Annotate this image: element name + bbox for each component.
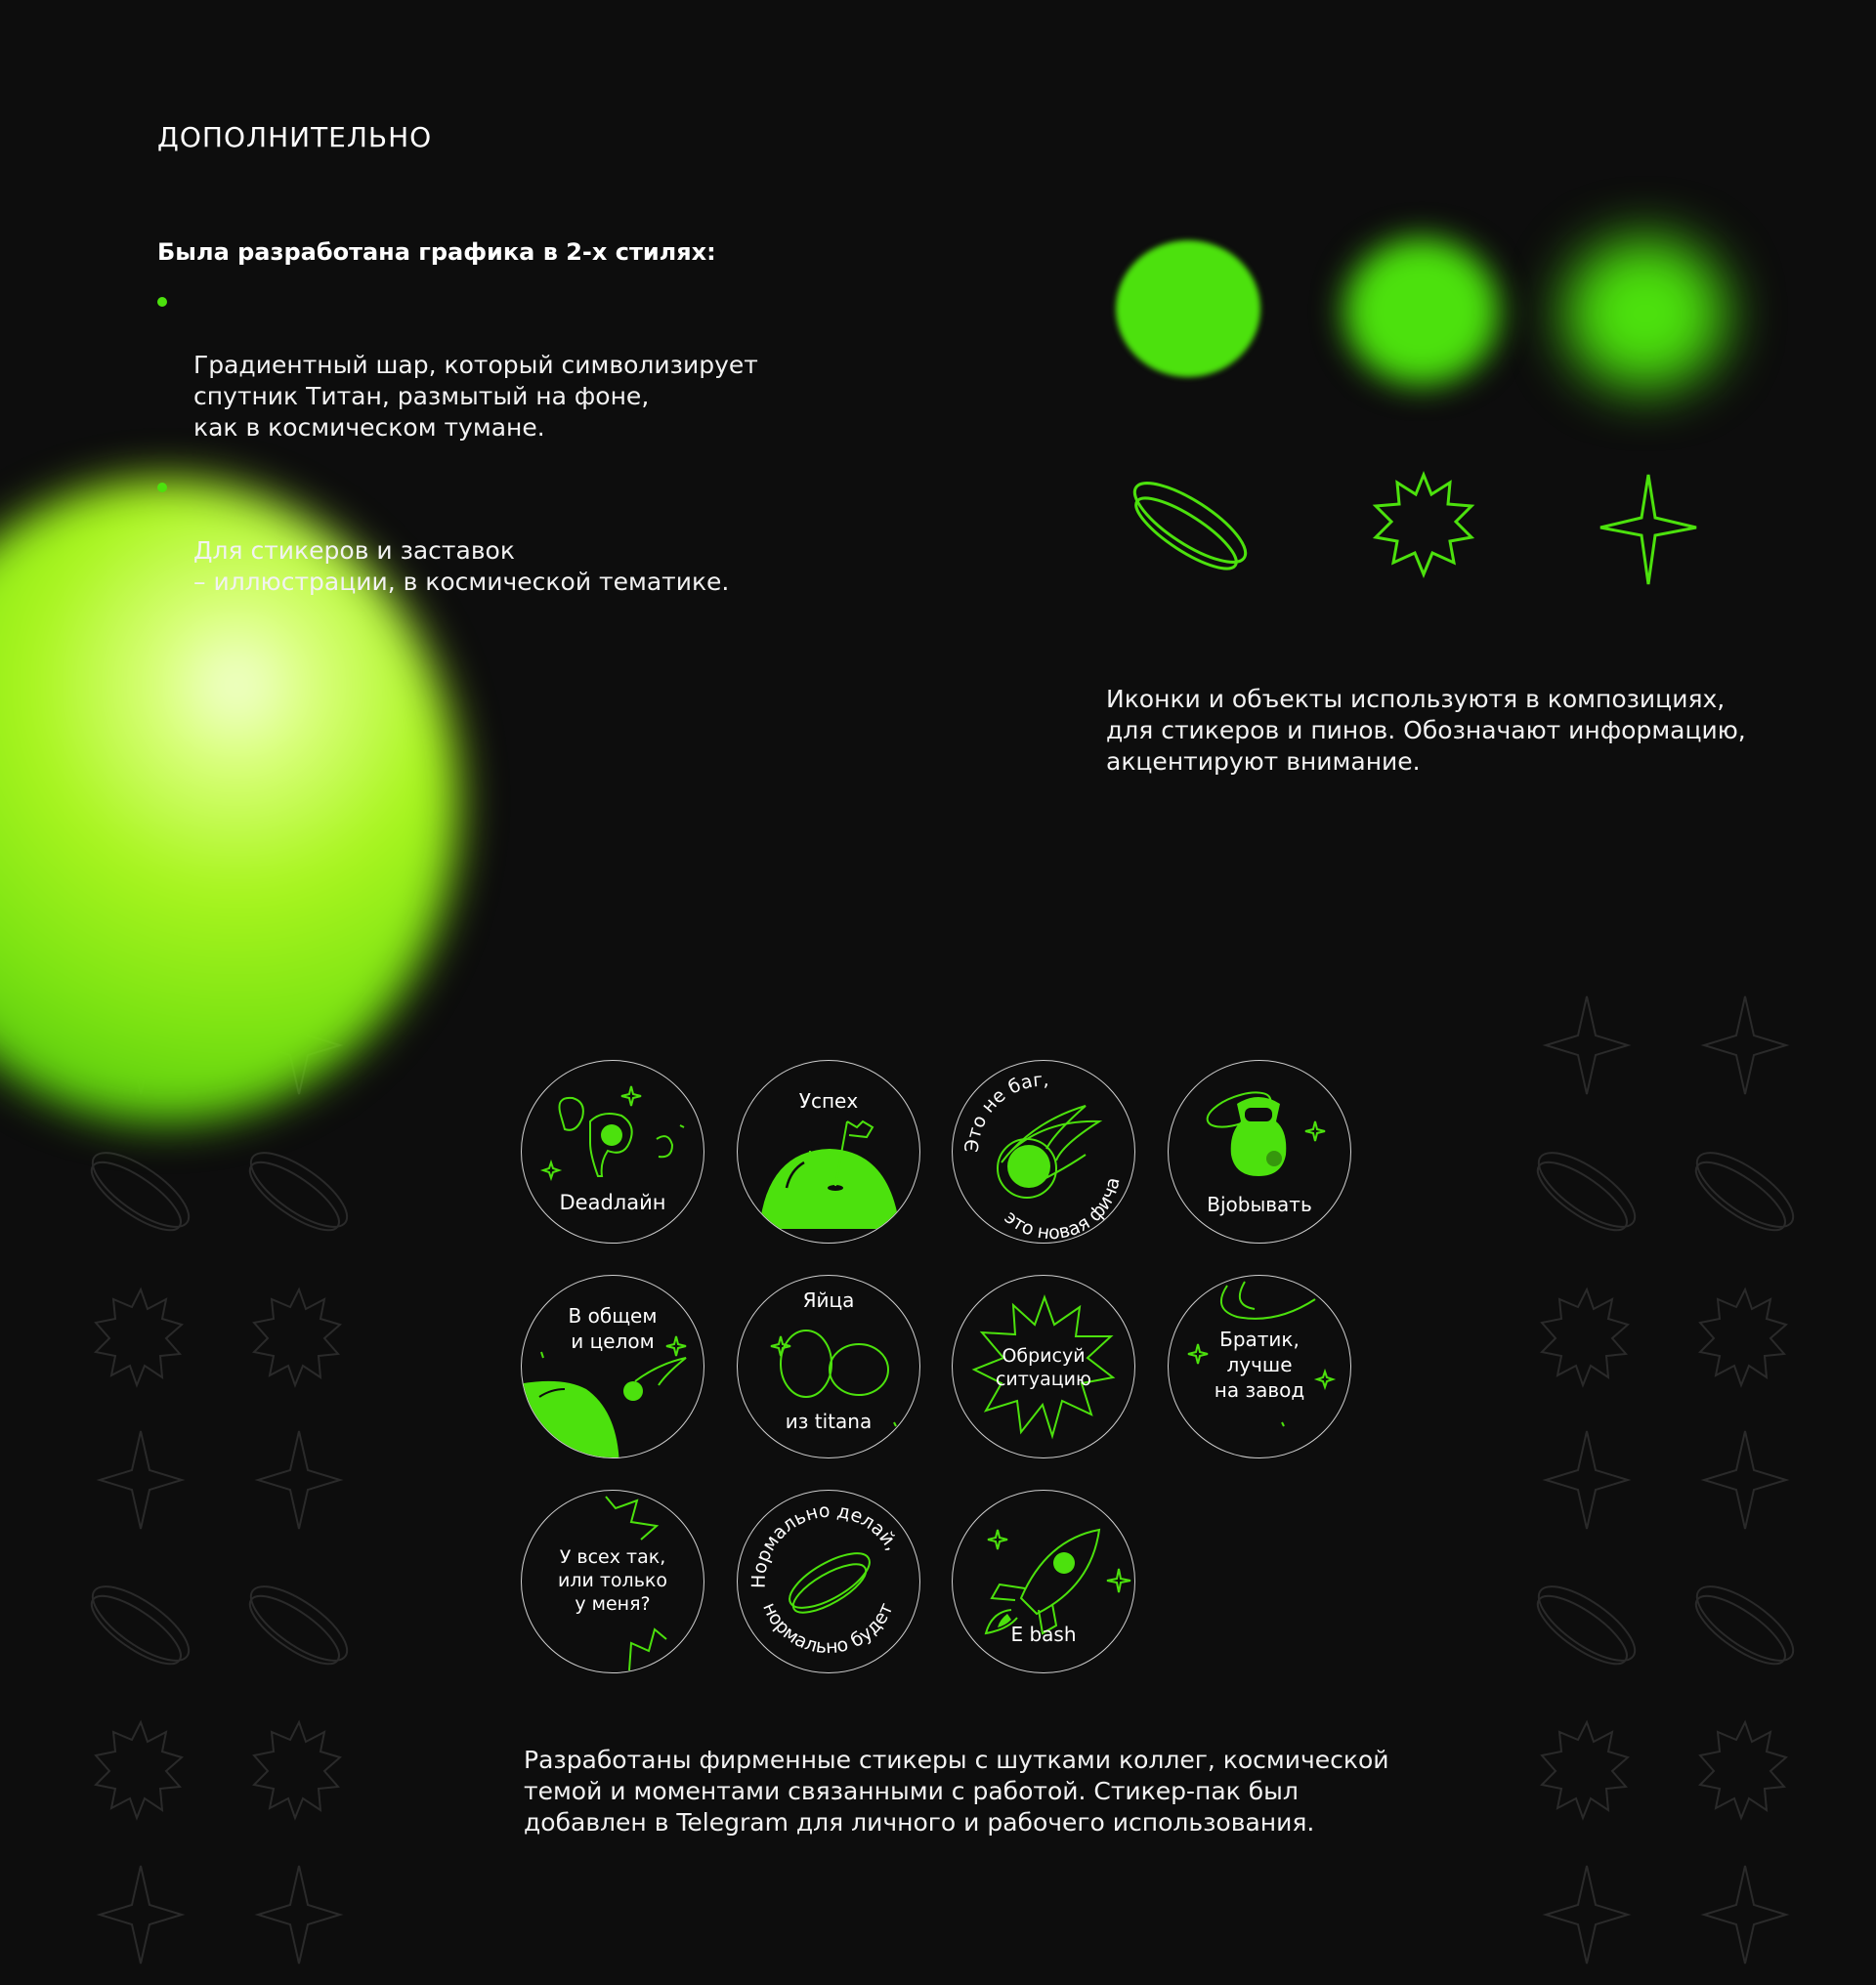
bullet-dot-icon <box>157 297 167 307</box>
ring-icon <box>1124 469 1260 586</box>
sticker-yaica <box>737 1275 920 1458</box>
four-point-star-icon <box>1595 471 1702 588</box>
pattern-burst-icon <box>1542 1289 1628 1385</box>
pattern-burst-icon <box>1700 1289 1786 1385</box>
sticker-label: Успех <box>798 1089 859 1113</box>
pattern-ring-icon <box>1684 1574 1804 1678</box>
sticker-deadline <box>521 1060 704 1244</box>
sticker-uvseh <box>521 1490 704 1673</box>
pattern-star-icon <box>1704 996 1786 1094</box>
pattern-star-icon <box>258 1866 340 1964</box>
sticker-arc-label: Нормально делай, <box>747 1499 904 1589</box>
pattern-star-icon <box>1546 1431 1628 1529</box>
pattern-star-icon <box>1546 996 1628 1094</box>
pattern-burst-icon <box>254 1722 340 1818</box>
green-ball-most-blurred <box>1565 238 1726 389</box>
intro-bullet-item <box>157 473 783 598</box>
pattern-burst-icon <box>96 1289 182 1385</box>
stickers-caption: Разработаны фирменные стикеры с шутками коллег, космической темой и моментами связанными с работой. Стикер-пак был добавлен в Telegram для личного и рабочего использования. <box>524 1746 1389 1837</box>
green-ball-blurred <box>1344 238 1499 385</box>
background-pattern-left <box>78 977 371 1985</box>
intro-bullet-item <box>157 287 783 443</box>
sticker-obrisuy <box>952 1275 1135 1458</box>
sticker-label: Обрисуй ситуацию <box>995 1345 1092 1390</box>
bullet-dot-icon <box>157 483 167 492</box>
pattern-star-icon <box>100 1866 182 1964</box>
pattern-burst-icon <box>96 1722 182 1818</box>
sticker-label: Яйца <box>802 1288 855 1312</box>
sticker-vobshem <box>521 1275 704 1458</box>
sticker-label: У всех так, или только у меня? <box>557 1546 667 1615</box>
sticker-bug-feature <box>952 1060 1135 1244</box>
pattern-ring-icon <box>79 1140 199 1245</box>
sticker-label: Вjobывать <box>1207 1193 1312 1216</box>
sticker-arc-label: Это не баг, <box>960 1069 1050 1154</box>
pattern-ring-icon <box>1525 1140 1645 1245</box>
pattern-burst-icon <box>1700 1722 1786 1818</box>
pattern-ring-icon <box>1684 1140 1804 1245</box>
background-pattern-right <box>1524 977 1817 1985</box>
sticker-arc-label: нормально будет <box>758 1599 898 1659</box>
intro-bullet-text: Для стикеров и заставок – иллюстрации, в космической тематике. <box>193 536 730 596</box>
sticker-label: В общем и целом <box>568 1304 658 1353</box>
pattern-ring-icon <box>237 1574 358 1678</box>
pattern-star-icon <box>1546 1866 1628 1964</box>
icons-caption: Иконки и объекты используютя в композициях, для стикеров и пинов. Обозначают информацию, акцентируют внимание. <box>1106 685 1746 776</box>
pattern-star-icon <box>1704 1431 1786 1529</box>
sticker-label: Deadлайн <box>559 1191 666 1214</box>
sticker-label: Братик, лучше на завод <box>1214 1328 1305 1402</box>
burst-icon <box>1370 471 1477 578</box>
pattern-burst-icon <box>254 1289 340 1385</box>
comet-illustration-icon <box>953 1061 1135 1244</box>
intro-heading: Была разработана графика в 2-х стилях: <box>157 238 716 266</box>
section-label: ДОПОЛНИТЕЛЬНО <box>157 121 433 153</box>
sticker-label: из titana <box>785 1410 873 1433</box>
ring-circle-text-icon <box>738 1491 920 1673</box>
pattern-ring-icon <box>1525 1574 1645 1678</box>
sticker-arc-label: это новая фича <box>1000 1175 1125 1245</box>
sticker-normalno <box>737 1490 920 1673</box>
sticker-label: E bash <box>1010 1623 1077 1646</box>
intro-bullet-text: Градиентный шар, который символизирует спутник Титан, размытый на фоне, как в космическом тумане. <box>193 351 758 442</box>
pattern-star-icon <box>258 1431 340 1529</box>
pattern-star-icon <box>100 1431 182 1529</box>
pattern-burst-icon <box>1542 1722 1628 1818</box>
intro-bullet-list <box>157 287 783 627</box>
green-ball-sharp <box>1116 240 1260 377</box>
sticker-uspeh <box>737 1060 920 1244</box>
pattern-star-icon <box>1704 1866 1786 1964</box>
pattern-ring-icon <box>237 1140 358 1245</box>
sticker-bratik <box>1168 1275 1351 1458</box>
pattern-ring-icon <box>79 1574 199 1678</box>
sticker-bjob <box>1168 1060 1351 1244</box>
sticker-ebash <box>952 1490 1135 1673</box>
